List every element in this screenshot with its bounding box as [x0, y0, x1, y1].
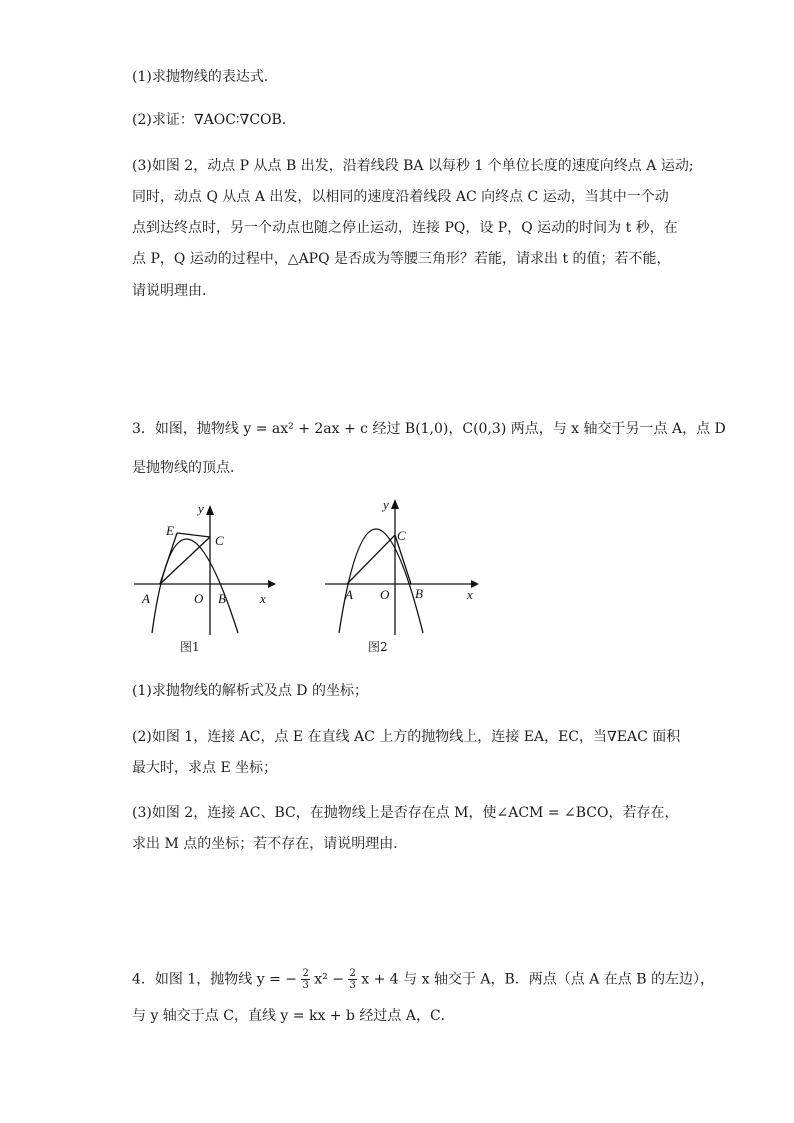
- q4-fraction-1: [301, 968, 309, 991]
- q2-part3-line5: 请说明理由．: [132, 283, 216, 299]
- fig2-label-A: A: [345, 587, 353, 602]
- q2-part2: (2)求证：∇AOC∶∇COB．: [132, 112, 296, 128]
- q2-part3-line2: 同时，动点 Q 从点 A 出发，以相同的速度沿着线段 AC 向终点 C 运动，当其中一个动: [132, 189, 669, 205]
- fig1-segment-EC: [177, 533, 210, 537]
- q4-prefix: 4．如图 1，抛物线 y = −: [132, 971, 297, 988]
- q3-part1: (1)求抛物线的解析式及点 D 的坐标；: [132, 683, 368, 699]
- fig1-label-A: A: [142, 591, 150, 606]
- q3-figures: [130, 495, 490, 665]
- q3-stem-line1: 3．如图，抛物线 y = ax² + 2ax + c 经过 B(1,0)，C(0,3) 两点，与 x 轴交于另一点 A，点 D: [132, 421, 726, 437]
- q4-fraction-2: [348, 968, 356, 991]
- figure-1: [134, 505, 276, 635]
- q3-stem-line2: 是抛物线的顶点．: [132, 460, 244, 476]
- fig1-caption: 图1: [180, 640, 200, 654]
- q3-part3-line1: (3)如图 2，连接 AC、BC，在抛物线上是否存在点 M，使∠ACM = ∠BCO，若存在，: [132, 805, 679, 821]
- q2-part3-line3: 点到达终点时，另一个动点也随之停止运动，连接 PQ，设 P，Q 运动的时间为 t 秒，在: [132, 220, 678, 236]
- fig1-label-E: E: [166, 523, 174, 538]
- q4-suffix: x + 4 与 x 轴交于 A，B．两点（点 A 在点 B 的左边），: [361, 971, 714, 988]
- fig1-label-B: B: [218, 591, 226, 606]
- fig2-label-y: y: [383, 497, 389, 512]
- fig2-label-B: B: [415, 586, 423, 601]
- q3-part3-line2: 求出 M 点的坐标；若不存在，请说明理由．: [132, 836, 408, 852]
- q4-frac1-num: 2: [302, 968, 309, 979]
- fig2-label-x: x: [467, 587, 473, 602]
- fig1-parabola: [152, 539, 238, 633]
- q4-frac2-num: 2: [349, 968, 356, 979]
- q4-mid: x² −: [314, 971, 344, 988]
- fig1-label-C: C: [215, 533, 224, 548]
- fig1-label-x: x: [260, 591, 266, 606]
- q3-part2-line2: 最大时，求点 E 坐标；: [132, 760, 278, 776]
- fig1-y-arrow: [206, 505, 214, 515]
- fig2-caption: 图2: [368, 640, 388, 654]
- q2-part3-line1: (3)如图 2，动点 P 从点 B 出发，沿着线段 BA 以每秒 1 个单位长度的速度向终点 A 运动;: [132, 158, 694, 174]
- figure-2: [325, 499, 479, 635]
- fig1-label-O: O: [194, 591, 204, 606]
- fig1-x-arrow: [268, 580, 276, 588]
- fig1-label-y: y: [198, 501, 204, 516]
- q2-part3-line4: 点 P，Q 运动的过程中，△APQ 是否成为等腰三角形？若能，请求出 t 的值；若不能，: [132, 251, 671, 267]
- q2-part1: (1)求抛物线的表达式．: [132, 69, 278, 85]
- q4-frac2-den: 3: [349, 980, 356, 991]
- q4-stem-line2: 与 y 轴交于点 C，直线 y = kx + b 经过点 A，C．: [132, 1008, 455, 1024]
- q4-stem-line1: [132, 968, 714, 991]
- fig2-label-C: C: [397, 528, 406, 543]
- q4-frac1-den: 3: [302, 980, 309, 991]
- fig2-y-arrow: [391, 499, 399, 509]
- q3-part2-line1: (2)如图 1，连接 AC，点 E 在直线 AC 上方的抛物线上，连接 EA，EC，当∇EAC 面积: [132, 729, 681, 745]
- fig2-label-O: O: [380, 587, 390, 602]
